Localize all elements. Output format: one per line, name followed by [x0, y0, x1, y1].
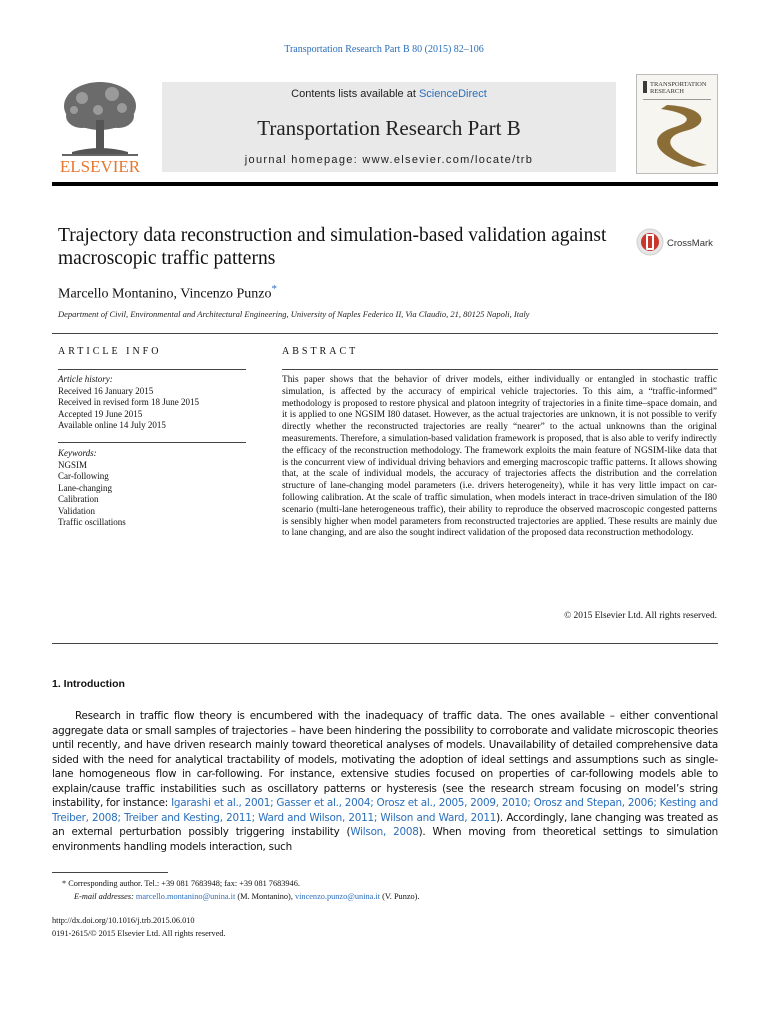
keywords-rule: [58, 442, 246, 443]
issn-line: 0191-2615/© 2015 Elsevier Ltd. All rights reserved.: [52, 929, 226, 938]
journal-masthead: [52, 74, 718, 178]
contents-line: [162, 88, 616, 100]
article-info-heading: ARTICLE INFO: [58, 346, 162, 357]
email-link[interactable]: vincenzo.punzo@unina.it: [294, 892, 381, 901]
keywords-label: Keywords:: [58, 448, 97, 458]
elsevier-wordmark: ELSEVIER: [59, 157, 141, 176]
contents-prefix: Contents lists available at: [291, 88, 419, 100]
history-item: Received in revised form 18 June 2015: [58, 397, 199, 407]
keyword: Lane-changing: [58, 482, 112, 493]
journal-banner: [162, 82, 616, 172]
email-owner: (V. Punzo).: [380, 892, 420, 901]
article-title: Trajectory data reconstruction and simulation-based validation against macroscopic traffic patterns: [58, 225, 607, 269]
email-owner: (M. Montanino),: [235, 892, 295, 901]
intro-text-3: ). When moving from theoretical settings to simulation environments handling models interaction, such: [52, 826, 718, 853]
article-info-rule: [58, 369, 246, 370]
keyword: NGSIM: [58, 459, 88, 470]
email-addresses: [74, 892, 420, 901]
history-label: Article history:: [58, 374, 113, 384]
history-item: Accepted 19 June 2015: [58, 408, 143, 419]
email-label: E-mail addresses:: [74, 892, 134, 901]
citation-link[interactable]: Igarashi et al., 2001; Gasser et al., 2004; Orosz et al., 2005, 2009, 2010; Orosz and Stepan, 2006; Kesting and Treiber, 2008; Treiber and Kesting, 2011; Ward and Wilson, 2011; Wilson and Ward, 2011: [52, 797, 718, 824]
header-rule: [52, 182, 718, 186]
abstract-text: This paper shows that the behavior of driver models, either individually or entangled in stochastic traffic simulation, is affected by the accuracy of empirical vehicle trajectories. To this aim, a “traffic-informed” methodology is proposed to restore physical and platoon integrity of trajectories in a finite time–space domain, and it is applied to one NGSIM I80 dataset. However, as the actual trajectories are unknown, it is not possible to verify directly whether the reconstructed trajectories are really “nearer” to the actual unknowns than the original measurements. Therefore, a simulation-based validation framework is proposed, that is also able to verify indirectly the efficacy of the reconstruction methodology. The framework exploits the main feature of NGSIM-like data that is the concurrent view of individual driving behaviors and emerging macroscopic traffic patterns. It allows showing that, at the scale of individual models, the accuracy of trajectories affects the distribution and the correlation structure of lane-changing model parameters (i.e. drivers heterogeneity), while it has very little impact on car-following calibration. At the scale of traffic simulation, when models interact in trace-driven simulation of the I80 scenario (multi-lane heterogeneous traffic), their ability to reproduce the observed macroscopic congested patterns is sensibly higher when model parameters from reconstructed trajectories are applied. These results are mainly due to lane changing, and are also the sought indirect validation of the proposed data reconstruction methodology.: [282, 375, 717, 539]
keyword: Validation: [58, 505, 95, 516]
journal-citation[interactable]: Transportation Research Part B 80 (2015) 82–106: [284, 44, 484, 55]
cover-title-line2: RESEARCH: [650, 88, 684, 95]
corresponding-author-note: * Corresponding author. Tel.: +39 081 7683948; fax: +39 081 7683946.: [62, 879, 300, 888]
keyword: Calibration: [58, 494, 99, 504]
history-item: Received 16 January 2015: [58, 385, 154, 396]
elsevier-logo[interactable]: [52, 76, 148, 176]
abstract-heading: ABSTRACT: [282, 346, 359, 357]
intro-text-2: ). Accordingly, lane changing was treated as an external perturbation possibly triggering instability (: [52, 811, 718, 838]
introduction-paragraph: [52, 709, 718, 854]
keyword: Traffic oscillations: [58, 517, 126, 527]
sciencedirect-link[interactable]: ScienceDirect: [418, 88, 487, 100]
cover-title-line1: TRANSPORTATION: [650, 81, 707, 88]
author-names: Marcello Montanino, Vincenzo Punzo: [58, 286, 272, 302]
keywords-list: [58, 448, 248, 529]
author-line: [58, 283, 277, 303]
article-history: [58, 374, 248, 432]
affiliation-rule: [52, 333, 718, 334]
journal-title: Transportation Research Part B: [257, 116, 521, 140]
keyword: Car-following: [58, 471, 109, 481]
journal-cover-thumbnail[interactable]: [636, 74, 718, 174]
corresponding-author-mark[interactable]: *: [271, 283, 278, 295]
abstract-copyright: © 2015 Elsevier Ltd. All rights reserved.: [564, 611, 717, 621]
crossmark-label: CrossMark: [667, 238, 713, 249]
journal-homepage[interactable]: journal homepage: www.elsevier.com/locate/trb: [244, 154, 534, 166]
citation-link[interactable]: Wilson, 2008: [350, 826, 419, 838]
doi-link[interactable]: http://dx.doi.org/10.1016/j.trb.2015.06.010: [52, 916, 195, 925]
history-item: Available online 14 July 2015: [58, 420, 166, 430]
abstract-end-rule: [52, 643, 718, 644]
abstract-rule: [282, 369, 718, 370]
section-heading-introduction: 1. Introduction: [52, 678, 125, 690]
affiliation: Department of Civil, Environmental and Architectural Engineering, University of Naples Federico II, Via Claudio, 21, 80125 Napoli, Italy: [58, 309, 530, 319]
crossmark-badge[interactable]: [636, 228, 726, 258]
footnote-rule: [52, 872, 168, 873]
email-link[interactable]: marcello.montanino@unina.it: [135, 892, 236, 901]
intro-text-1: Research in traffic flow theory is encumbered with the inadequacy of traffic data. The ones available – either conventional aggregate data or small samples of trajectories – have been hindering the possibility to corroborate and validate microscopic theories until recently, and have driven research mainly toward theoretical analyses of models. Unavailability of detailed comprehensive data sided with the need for analytical tractability of models, motivating the adoption of ideal settings and assumptions such as single-lane homogeneous flow in car-following. For instance, extensive studies focused on properties of car-following models able to explain/cause traffic instabilities such as oscillatory patterns or hysteresis (see the research stream focusing on model’s string instability, for instance:: [52, 710, 718, 809]
